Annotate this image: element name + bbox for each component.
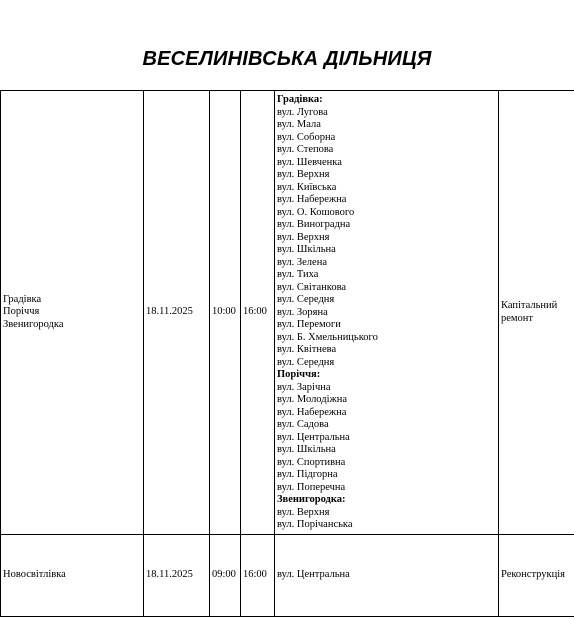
reason-cell: Капітальний ремонт xyxy=(499,91,574,535)
end-time-cell: 16:00 xyxy=(241,91,275,535)
street-item: вул. Поперечна xyxy=(277,481,346,493)
reason-cell: Реконструкція xyxy=(499,535,574,617)
settlement-name: Звенигородка xyxy=(3,318,64,330)
page-title: ВЕСЕЛИНІВСЬКА ДІЛЬНИЦЯ xyxy=(142,48,432,70)
table-row xyxy=(1,91,574,535)
street-group-title: Поріччя: xyxy=(277,369,321,380)
street-item: вул. Верхня xyxy=(277,506,330,518)
street-item: вул. Лугова xyxy=(277,106,328,118)
end-time-cell: 16:00 xyxy=(241,535,275,617)
street-item: вул. Шкільна xyxy=(277,244,336,255)
street-item: вул. Порічанська xyxy=(277,519,353,530)
date-cell: 18.11.2025 xyxy=(144,91,210,535)
street-item: вул. Мала xyxy=(277,119,321,130)
street-item: вул. Набережна xyxy=(277,194,347,205)
streets-cell: вул. Центральна xyxy=(275,535,499,617)
street-item: вул. Перемоги xyxy=(277,319,341,330)
street-item: вул. Набережна xyxy=(277,406,347,418)
settlements-cell xyxy=(1,91,144,535)
street-item: вул. Верхня xyxy=(277,231,330,243)
settlements-cell xyxy=(1,535,144,617)
streets-cell xyxy=(275,91,499,535)
street-item: вул. Садова xyxy=(277,419,329,430)
street-item: вул. Середня xyxy=(277,294,335,305)
street-item: вул. Зоряна xyxy=(277,306,328,318)
street-item: вул. Зелена xyxy=(277,256,327,268)
start-time-cell: 10:00 xyxy=(210,91,241,535)
street-item: вул. Молодіжна xyxy=(277,394,348,405)
street-item: вул. Спортивна xyxy=(277,456,346,468)
street-item: вул. Виноградна xyxy=(277,219,351,230)
streets-list xyxy=(277,94,496,532)
street-group-title: Градівка: xyxy=(277,94,323,105)
street-item: вул. Шевченка xyxy=(277,156,342,168)
street-item: вул. Квітнева xyxy=(277,344,337,355)
street-item: вул. Б. Хмельницького xyxy=(277,331,378,343)
date-cell: 18.11.2025 xyxy=(144,535,210,617)
street-group-title: Звенигородка: xyxy=(277,494,346,505)
street-item: вул. Середня xyxy=(277,356,335,368)
settlement-name: Градівка xyxy=(3,293,42,305)
street-item: вул. Тиха xyxy=(277,269,319,280)
table-row xyxy=(1,535,574,617)
street-item: вул. Київська xyxy=(277,181,337,193)
street-item: вул. Світанкова xyxy=(277,281,347,293)
street-item: вул. Верхня xyxy=(277,169,330,180)
street-item: вул. Підгорна xyxy=(277,469,338,480)
settlement-name: Новосвітлівка xyxy=(3,569,66,581)
street-item: вул. О. Кошового xyxy=(277,206,355,218)
street-item: вул. Зарічна xyxy=(277,381,331,393)
street-item: вул. Центральна xyxy=(277,431,350,443)
settlement-name: Поріччя xyxy=(3,306,40,318)
outage-schedule-table xyxy=(0,90,574,617)
street-item: вул. Степова xyxy=(277,144,334,155)
start-time-cell: 09:00 xyxy=(210,535,241,617)
street-item: вул. Шкільна xyxy=(277,444,336,455)
street-item: вул. Соборна xyxy=(277,131,336,143)
